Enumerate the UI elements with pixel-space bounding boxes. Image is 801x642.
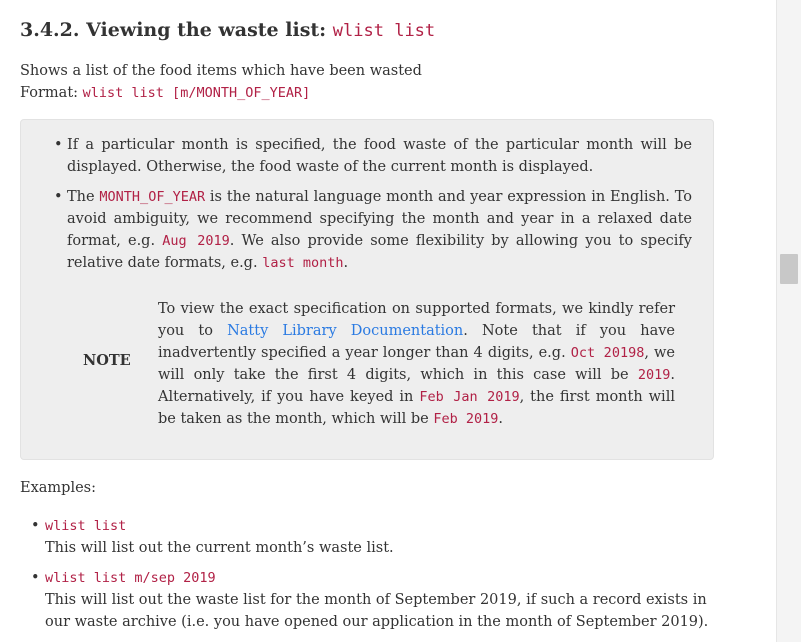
examples-list [31,515,721,641]
callout-bullet-1: • If a particular month is specified, the food waste of the particular month will be displayed. Otherwise, the food waste of the current month is displayed. [54,134,692,178]
intro-description: Shows a list of the food items which have been wasted [20,63,422,79]
format-label: Format: [20,85,83,101]
note-text [158,298,675,430]
note-label: NOTE [83,352,131,369]
note-text-e: , the first month will be taken as the month, which will be [158,389,675,427]
section-heading [20,19,435,41]
year-2019-code: 2019 [637,367,671,383]
section-title-text: 3.4.2. Viewing the waste list: [20,19,333,41]
tip-callout [20,119,714,460]
bullet2-text-d: . [343,255,349,271]
note-text-c: , we will only take the first 4 digits, which in this case will be [158,345,675,383]
section-title-code: wlist list [332,21,436,41]
aug-2019-code: Aug 2019 [162,233,230,249]
example-item [31,567,721,633]
month-of-year-code: MONTH_OF_YEAR [99,189,206,205]
example-description: This will list out the current month’s waste list. [45,540,394,556]
feb-jan-2019-code: Feb Jan 2019 [419,389,520,405]
example-description: This will list out the waste list for the month of September 2019, if such a record exists in our waste archive (i.e. you have opened our application in the month of September 2019). [45,592,709,630]
callout-list [54,134,692,282]
example-command: wlist list [45,518,127,534]
note-text-a: To view the exact specification on supported formats, we kindly refer you to [158,301,675,339]
example-command: wlist list m/sep 2019 [45,570,216,586]
examples-label: Examples: [20,480,96,496]
bullet2-text-c: . We also provide some flexibility by allowing you to specify relative date formats, e.g. [67,233,692,271]
bullet2-text-a: The [67,189,100,205]
note-text-f: . [498,411,504,427]
format-line [20,82,422,104]
natty-docs-link[interactable]: Natty Library Documentation [227,323,464,339]
feb-2019-code: Feb 2019 [433,411,499,427]
format-code: wlist list [m/MONTH_OF_YEAR] [82,85,311,101]
example-item [31,515,721,559]
bullet2-text-b: is the natural language month and year expression in English. To avoid ambiguity, we recommend specifying the month and year in a relaxed date format, e.g. [67,189,692,249]
last-month-code: last month [262,255,344,271]
callout-bullet-2 [54,186,692,274]
intro-paragraph [20,60,422,104]
vertical-scrollbar[interactable] [776,0,801,642]
note-text-d: . Alternatively, if you have keyed in [158,367,675,405]
scrollbar-thumb[interactable] [780,254,798,284]
note-text-b: . Note that if you have inadvertently specified a year longer than 4 digits, e.g. [158,323,675,361]
oct-20198-code: Oct 20198 [570,345,645,361]
